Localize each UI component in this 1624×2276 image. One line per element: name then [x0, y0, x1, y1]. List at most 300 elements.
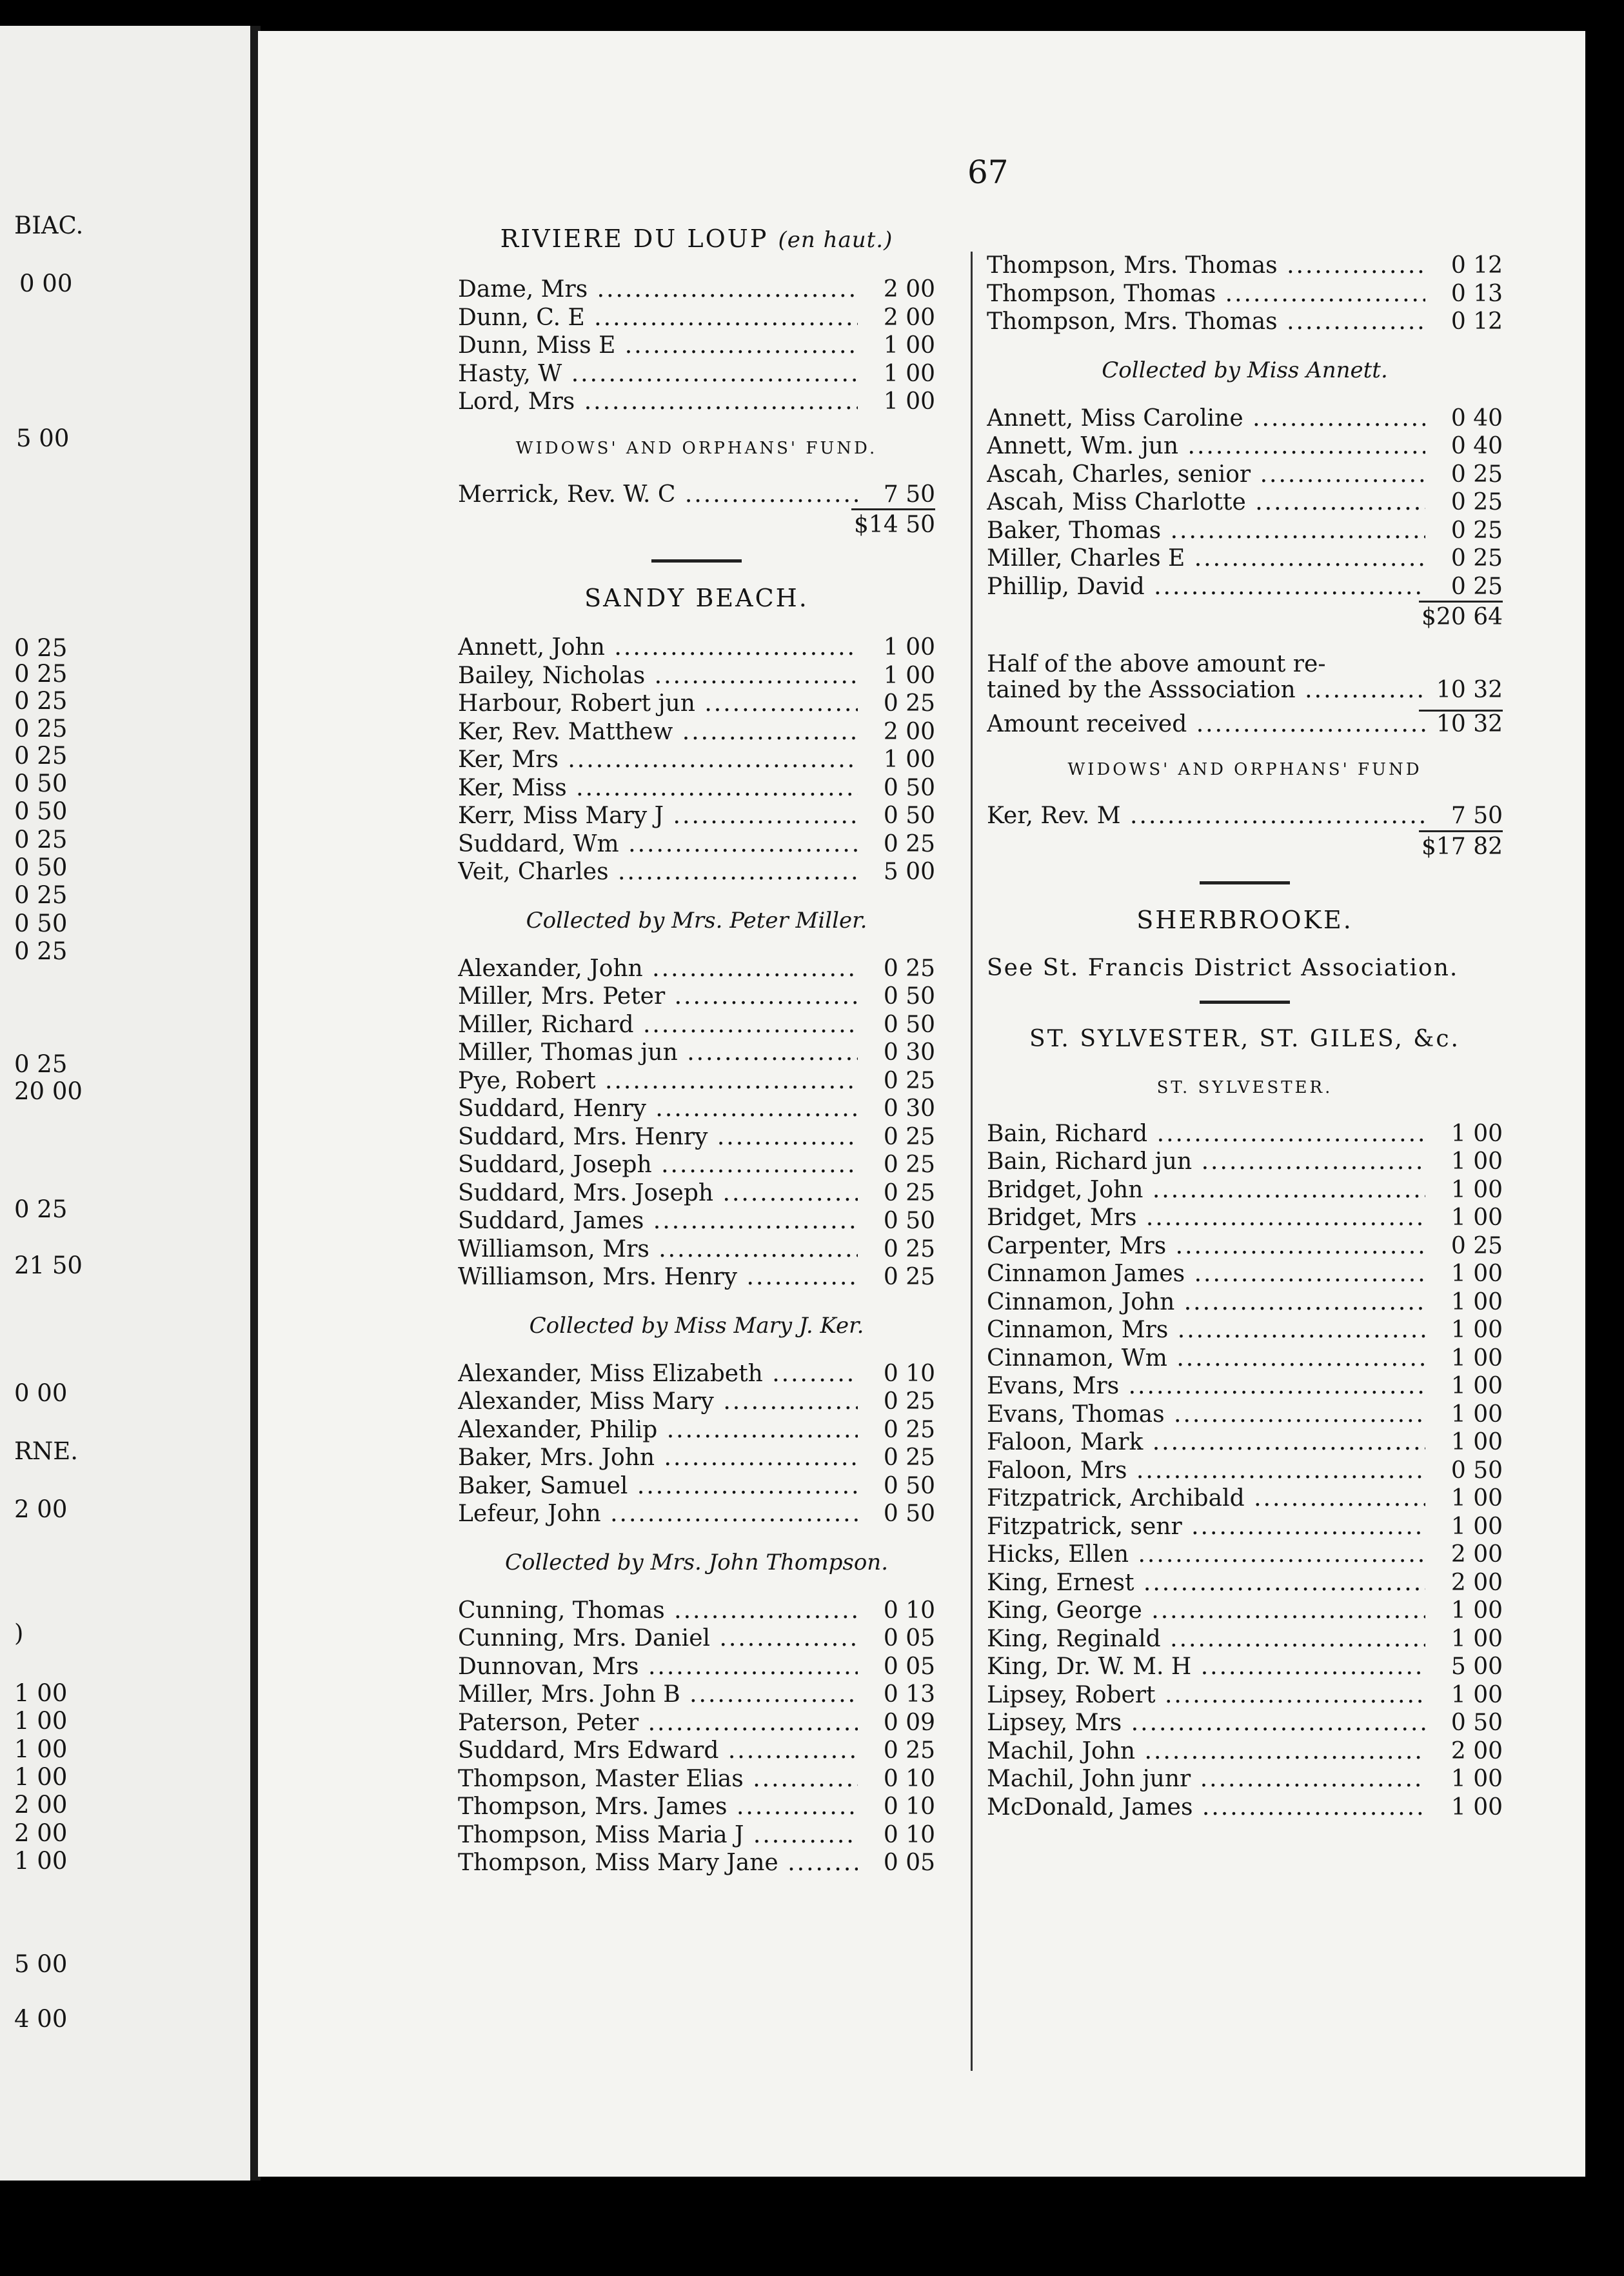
donation-amount: 7 50 — [883, 481, 935, 508]
list-item — [458, 634, 935, 662]
donor-name: Dunn, C. E ..... — [458, 304, 858, 332]
left-page-fragment: 1 00 — [14, 1679, 68, 1707]
left-page-fragment: 21 50 — [14, 1252, 83, 1279]
donation-amount: 0 25 — [883, 690, 935, 717]
donation-amount: 0 12 — [1451, 252, 1503, 279]
donation-amount: 1 00 — [1451, 1176, 1503, 1203]
list-item — [458, 481, 935, 509]
collector-peter-miller: Collected by Mrs. Peter Miller. — [526, 907, 867, 933]
list-item — [987, 517, 1503, 545]
list-item — [458, 1500, 935, 1528]
donation-amount: 0 25 — [883, 1067, 935, 1094]
list-item — [987, 252, 1503, 280]
half-retained-line1: Half of the above amount re- — [987, 651, 1326, 677]
list-item — [987, 1681, 1503, 1710]
donor-name: Suddard, Wm ..... — [458, 830, 858, 859]
donation-amount: 0 25 — [1451, 489, 1503, 515]
donor-name: Bridget, Mrs ..... — [987, 1204, 1425, 1232]
donor-name: Merrick, Rev. W. C ..... — [458, 481, 858, 509]
list-item — [987, 1372, 1503, 1401]
fund-title-annett: WIDOWS' AND ORPHANS' FUND — [1067, 760, 1422, 779]
list-item — [458, 1263, 935, 1292]
fund-title-riviere: WIDOWS' AND ORPHANS' FUND. — [515, 438, 878, 458]
donor-name: Annett, Miss Caroline ..... — [987, 404, 1425, 433]
donation-amount: 0 25 — [883, 955, 935, 982]
donor-name: Suddard, Henry ..... — [458, 1095, 858, 1123]
column-left — [458, 223, 935, 1877]
section-title-riviere: RIVIERE DU LOUP (en haut.) — [500, 225, 893, 253]
donation-amount: 5 00 — [1451, 1653, 1503, 1680]
donation-amount: 1 00 — [1451, 1261, 1503, 1287]
left-page-fragment: 0 25 — [14, 634, 68, 662]
annett-list — [987, 404, 1503, 601]
donor-name: Faloon, Mrs ..... — [987, 1457, 1425, 1485]
donation-amount: 0 10 — [883, 1765, 935, 1792]
donation-amount: 0 25 — [883, 1444, 935, 1471]
donation-amount: 0 25 — [883, 1737, 935, 1764]
donation-amount: 1 00 — [1451, 1625, 1503, 1652]
annett-total: $20 64 — [1421, 604, 1503, 630]
left-page-fragment: 1 00 — [14, 1847, 68, 1875]
donor-name: Bain, Richard ..... — [987, 1120, 1425, 1148]
donation-amount: 5 00 — [883, 859, 935, 885]
donor-name: Hasty, W ..... — [458, 360, 858, 388]
donor-name: Ascah, Charles, senior ..... — [987, 461, 1425, 489]
donation-amount: 1 00 — [1451, 1766, 1503, 1792]
donor-name: Kerr, Miss Mary J ..... — [458, 802, 858, 830]
list-item — [458, 1235, 935, 1264]
donor-name: Alexander, Miss Mary ..... — [458, 1388, 858, 1416]
donor-name: Ker, Miss ..... — [458, 774, 858, 803]
list-item — [458, 1653, 935, 1681]
donor-name: Fitzpatrick, senr ..... — [987, 1513, 1425, 1541]
section-title-sandy: SANDY BEACH. — [584, 584, 809, 612]
donation-amount: 0 25 — [883, 1179, 935, 1206]
donor-name: Machil, John ..... — [987, 1737, 1425, 1766]
left-page-fragment: RNE. — [14, 1437, 79, 1465]
donation-amount: 7 50 — [1451, 803, 1503, 829]
donor-name: Baker, Mrs. John ..... — [458, 1444, 858, 1472]
donation-amount: 0 25 — [1451, 517, 1503, 544]
donation-amount: 1 00 — [1451, 1204, 1503, 1231]
list-item — [458, 746, 935, 774]
left-page-fragment: 0 50 — [14, 910, 68, 937]
list-item — [987, 1428, 1503, 1457]
donation-amount: 1 00 — [1451, 1148, 1503, 1175]
list-item — [458, 1039, 935, 1067]
list-item — [987, 802, 1503, 830]
donor-name: Faloon, Mark ..... — [987, 1428, 1425, 1457]
subsection-st-sylvester: ST. SYLVESTER. — [1156, 1077, 1333, 1097]
donor-name: Cinnamon James ..... — [987, 1260, 1425, 1288]
donation-amount: 0 25 — [883, 1123, 935, 1150]
list-item — [458, 858, 935, 886]
donor-name: Thompson, Mrs. Thomas ..... — [987, 252, 1425, 280]
list-item — [987, 1653, 1503, 1681]
section-title-sherbrooke: SHERBROOKE. — [1136, 905, 1353, 934]
list-item — [987, 1513, 1503, 1541]
donor-name: Cinnamon, Wm ..... — [987, 1344, 1425, 1373]
peter-miller-list — [458, 955, 935, 1292]
left-page-fragment: 0 50 — [14, 797, 68, 825]
donor-name: Alexander, Philip ..... — [458, 1416, 858, 1444]
donor-name: Lipsey, Robert ..... — [987, 1681, 1425, 1710]
list-item — [458, 662, 935, 690]
donation-amount: 0 40 — [1451, 404, 1503, 432]
donation-amount: 1 00 — [883, 634, 935, 661]
donor-name: Pye, Robert ..... — [458, 1067, 858, 1095]
donor-name: Thompson, Mrs. James ..... — [458, 1793, 858, 1821]
donor-name: Evans, Mrs ..... — [987, 1372, 1425, 1401]
list-item — [458, 1765, 935, 1793]
donor-name: McDonald, James ..... — [987, 1793, 1425, 1822]
donation-amount: 0 50 — [1451, 1457, 1503, 1484]
list-item — [458, 1821, 935, 1850]
donor-name: Dame, Mrs ..... — [458, 275, 858, 304]
donor-name: Paterson, Peter ..... — [458, 1709, 858, 1737]
donor-name: Dunnovan, Mrs ..... — [458, 1653, 858, 1681]
left-page-fragment: 2 00 — [14, 1819, 68, 1847]
donation-amount: 2 00 — [883, 718, 935, 745]
donor-name: Williamson, Mrs. Henry ..... — [458, 1263, 858, 1292]
column-right — [987, 252, 1503, 1821]
donation-amount: 0 10 — [883, 1597, 935, 1624]
list-item — [987, 1232, 1503, 1261]
left-page-fragment: 0 25 — [14, 715, 68, 743]
donation-amount: 0 10 — [883, 1821, 935, 1848]
list-item — [987, 1484, 1503, 1513]
left-page-fragment: 0 00 — [14, 1379, 68, 1407]
donor-name: Baker, Thomas ..... — [987, 517, 1425, 545]
donor-name: Cinnamon, Mrs ..... — [987, 1316, 1425, 1344]
list-item — [987, 544, 1503, 573]
list-item — [458, 275, 935, 304]
list-item — [987, 1597, 1503, 1625]
list-item — [987, 1288, 1503, 1317]
list-item — [987, 1793, 1503, 1822]
donation-amount: 1 00 — [1451, 1317, 1503, 1343]
list-item — [458, 388, 935, 416]
donation-amount: 0 30 — [883, 1095, 935, 1122]
donation-amount: 1 00 — [1451, 1513, 1503, 1540]
list-item — [458, 304, 935, 332]
donation-amount: 1 00 — [1451, 1120, 1503, 1147]
list-item — [987, 1765, 1503, 1793]
donation-amount: 0 30 — [883, 1039, 935, 1066]
list-item — [458, 1011, 935, 1039]
donation-amount: 1 00 — [883, 360, 935, 387]
donor-name: Ker, Rev. M ..... — [987, 802, 1425, 830]
list-item — [458, 1416, 935, 1444]
donor-name: Baker, Samuel ..... — [458, 1472, 858, 1501]
donation-amount: 0 05 — [883, 1653, 935, 1680]
left-page-fragment: 2 00 — [14, 1495, 68, 1523]
donation-amount: 1 00 — [1451, 1429, 1503, 1455]
donor-name: Suddard, Mrs. Joseph ..... — [458, 1179, 858, 1208]
list-item — [458, 1388, 935, 1416]
list-item — [458, 718, 935, 746]
donor-name: Lipsey, Mrs ..... — [987, 1709, 1425, 1737]
donor-name: Thompson, Miss Maria J ..... — [458, 1821, 858, 1850]
donor-name: Suddard, James ..... — [458, 1207, 858, 1235]
donation-amount: 1 00 — [883, 746, 935, 773]
left-page-fragment: 4 00 — [14, 2005, 68, 2033]
donation-amount: 2 00 — [1451, 1541, 1503, 1568]
list-item — [987, 1204, 1503, 1232]
list-item — [458, 1179, 935, 1208]
donor-name: Cinnamon, John ..... — [987, 1288, 1425, 1317]
left-page-fragment: 0 50 — [14, 854, 68, 881]
donor-name: Suddard, Mrs Edward ..... — [458, 1737, 858, 1765]
donation-amount: 1 00 — [1451, 1288, 1503, 1315]
donor-name: Dunn, Miss E ..... — [458, 332, 858, 360]
page-number: 67 — [967, 154, 1009, 191]
donor-name: Thompson, Mrs. Thomas ..... — [987, 308, 1425, 336]
donor-name: Ker, Mrs ..... — [458, 746, 858, 774]
donation-amount: 0 12 — [1451, 308, 1503, 335]
list-item — [458, 774, 935, 803]
donation-amount: 0 50 — [883, 1011, 935, 1038]
list-item — [458, 1472, 935, 1501]
donor-name: Suddard, Mrs. Henry ..... — [458, 1123, 858, 1152]
list-item — [987, 1709, 1503, 1737]
riviere-list — [458, 275, 935, 416]
list-item — [458, 955, 935, 983]
donation-amount: 1 00 — [883, 662, 935, 689]
donor-name: King, Dr. W. M. H ..... — [987, 1653, 1425, 1681]
list-item — [987, 1344, 1503, 1373]
donation-amount: 0 25 — [1451, 545, 1503, 572]
donation-amount: 2 00 — [883, 276, 935, 303]
list-item — [987, 404, 1503, 433]
donation-amount: 0 05 — [883, 1625, 935, 1652]
donation-amount: 0 05 — [883, 1850, 935, 1876]
donation-amount: 0 10 — [883, 1360, 935, 1387]
list-item — [458, 1360, 935, 1388]
list-item — [458, 1624, 935, 1653]
donor-name: King, Ernest ..... — [987, 1569, 1425, 1597]
donor-name: Alexander, John ..... — [458, 955, 858, 983]
amount-received: Amount received ..... 10 32 — [987, 712, 1503, 737]
left-page-fragment: 0 00 — [19, 270, 73, 297]
list-item — [987, 1737, 1503, 1766]
donor-name: Carpenter, Mrs ..... — [987, 1232, 1425, 1261]
list-item — [458, 332, 935, 360]
donor-name: Ker, Rev. Matthew ..... — [458, 718, 858, 746]
list-item — [987, 461, 1503, 489]
donation-amount: 0 25 — [883, 1264, 935, 1290]
column-divider — [971, 252, 973, 2071]
donation-amount: 1 00 — [1451, 1597, 1503, 1624]
list-item — [987, 1541, 1503, 1569]
donor-name: Williamson, Mrs ..... — [458, 1235, 858, 1264]
donation-amount: 2 00 — [1451, 1737, 1503, 1764]
donor-name: Machil, John junr ..... — [987, 1765, 1425, 1793]
left-page-fragment: 0 25 — [14, 660, 68, 688]
donation-amount: 0 50 — [1451, 1710, 1503, 1736]
list-item — [987, 573, 1503, 601]
donation-amount: 1 00 — [883, 332, 935, 359]
donor-name: Fitzpatrick, Archibald ..... — [987, 1484, 1425, 1513]
list-item — [987, 1260, 1503, 1288]
donor-name: Lefeur, John ..... — [458, 1500, 858, 1528]
donation-amount: 0 50 — [883, 983, 935, 1010]
riviere-total: $14 50 — [854, 512, 935, 538]
list-item — [987, 488, 1503, 517]
sandy-list — [458, 634, 935, 886]
list-item — [987, 1316, 1503, 1344]
donation-amount: 1 00 — [1451, 1373, 1503, 1399]
donation-amount: 1 00 — [1451, 1681, 1503, 1708]
donation-amount: 0 50 — [883, 803, 935, 829]
donation-amount: 1 00 — [1451, 1485, 1503, 1512]
left-page-fragment: 1 00 — [14, 1763, 68, 1791]
donation-amount: 1 00 — [1451, 1401, 1503, 1428]
donation-amount: 1 00 — [1451, 1344, 1503, 1372]
donation-amount: 0 25 — [1451, 1232, 1503, 1259]
list-item — [458, 1151, 935, 1179]
donor-name: Miller, Mrs. Peter ..... — [458, 983, 858, 1011]
list-item — [458, 1737, 935, 1765]
donation-amount: 1 00 — [883, 388, 935, 415]
donor-name: Suddard, Joseph ..... — [458, 1151, 858, 1179]
list-item — [458, 1709, 935, 1737]
list-item — [458, 1207, 935, 1235]
list-item — [458, 1444, 935, 1472]
collector-annett: Collected by Miss Annett. — [1102, 357, 1388, 383]
donation-amount: 0 50 — [883, 774, 935, 801]
donation-amount: 0 50 — [883, 1472, 935, 1499]
left-page-fragment: 2 00 — [14, 1791, 68, 1819]
half-retained-line2: tained by the Asssociation ..... 10 32 — [987, 677, 1503, 703]
list-item — [458, 1597, 935, 1625]
left-page-fragment: 5 00 — [14, 1950, 68, 1978]
left-page-fragment: 0 25 — [14, 937, 68, 965]
donation-amount: 0 50 — [883, 1208, 935, 1234]
donor-name: Bridget, John ..... — [987, 1176, 1425, 1204]
sherbrooke-note: See St. Francis District Association. — [987, 954, 1459, 981]
list-item — [458, 1793, 935, 1821]
list-item — [458, 1123, 935, 1152]
donor-name: Cunning, Thomas ..... — [458, 1597, 858, 1625]
donation-amount: 0 25 — [1451, 461, 1503, 488]
donation-amount: 0 25 — [883, 1388, 935, 1415]
left-page-fragment: 5 00 — [16, 424, 70, 452]
list-item — [458, 1849, 935, 1877]
donation-amount: 0 25 — [883, 830, 935, 857]
collector-mary-ker: Collected by Miss Mary J. Ker. — [529, 1312, 864, 1339]
donor-name: Evans, Thomas ..... — [987, 1401, 1425, 1429]
donor-name: Thompson, Miss Mary Jane ..... — [458, 1849, 858, 1877]
list-item — [987, 1457, 1503, 1485]
thompson-continued-list — [987, 252, 1503, 336]
john-thompson-list — [458, 1597, 935, 1877]
donation-amount: 0 13 — [1451, 280, 1503, 307]
donor-name: Bain, Richard jun ..... — [987, 1148, 1425, 1176]
donation-amount: 0 25 — [1451, 573, 1503, 600]
list-item — [987, 1625, 1503, 1653]
riviere-fund-list — [458, 481, 935, 509]
donation-amount: 1 00 — [1451, 1793, 1503, 1821]
donation-amount: 0 10 — [883, 1793, 935, 1820]
donation-amount: 2 00 — [883, 304, 935, 331]
left-page-fragment: 0 25 — [14, 1195, 68, 1223]
donor-name: King, George ..... — [987, 1597, 1425, 1625]
left-page — [0, 26, 253, 2181]
donation-amount: 0 09 — [883, 1709, 935, 1736]
list-item — [987, 1176, 1503, 1204]
donation-amount: 0 13 — [883, 1681, 935, 1708]
donor-name: Hicks, Ellen ..... — [987, 1541, 1425, 1569]
collector-john-thompson: Collected by Mrs. John Thompson. — [504, 1549, 889, 1575]
donor-name: Annett, Wm. jun ..... — [987, 432, 1425, 461]
left-page-fragment: 0 25 — [14, 742, 68, 770]
donation-amount: 0 25 — [883, 1416, 935, 1443]
left-page-fragment: 1 00 — [14, 1707, 68, 1735]
donor-name: Lord, Mrs ..... — [458, 388, 858, 416]
left-page-fragment: 0 25 — [14, 881, 68, 909]
donor-name: Miller, Charles E ..... — [987, 544, 1425, 573]
left-page-fragment: 0 25 — [14, 687, 68, 715]
list-item — [987, 1569, 1503, 1597]
left-page-fragment: 1 00 — [14, 1735, 68, 1763]
list-item — [987, 308, 1503, 336]
donor-name: Cunning, Mrs. Daniel ..... — [458, 1624, 858, 1653]
donation-amount: 2 00 — [1451, 1569, 1503, 1596]
fund-total: $17 82 — [1421, 833, 1503, 860]
donation-amount: 0 25 — [883, 1235, 935, 1263]
donor-name: Veit, Charles ..... — [458, 858, 858, 886]
donor-name: Thompson, Master Elias ..... — [458, 1765, 858, 1793]
donor-name: Bailey, Nicholas ..... — [458, 662, 858, 690]
list-item — [987, 1120, 1503, 1148]
mary-ker-list — [458, 1360, 935, 1528]
donation-amount: 0 25 — [883, 1152, 935, 1178]
list-item — [458, 690, 935, 718]
left-page-fragment: 20 00 — [14, 1077, 83, 1105]
list-item — [987, 1148, 1503, 1176]
sylvester-list — [987, 1120, 1503, 1822]
left-page-fragment: 0 25 — [14, 1050, 68, 1078]
donor-name: Miller, Mrs. John B ..... — [458, 1681, 858, 1709]
donation-amount: 0 50 — [883, 1501, 935, 1527]
list-item — [987, 1401, 1503, 1429]
donor-name: King, Reginald ..... — [987, 1625, 1425, 1653]
list-item — [458, 802, 935, 830]
donor-name: Alexander, Miss Elizabeth ..... — [458, 1360, 858, 1388]
left-page-fragment: BIAC. — [14, 212, 84, 239]
list-item — [458, 830, 935, 859]
donor-name: Miller, Richard ..... — [458, 1011, 858, 1039]
list-item — [987, 432, 1503, 461]
annett-fund-list — [987, 802, 1503, 830]
donation-amount: 0 40 — [1451, 433, 1503, 459]
list-item — [987, 280, 1503, 308]
list-item — [458, 1095, 935, 1123]
left-page-fragment: ) — [14, 1619, 24, 1647]
donor-name: Ascah, Miss Charlotte ..... — [987, 488, 1425, 517]
list-item — [458, 360, 935, 388]
list-item — [458, 1681, 935, 1709]
donor-name: Harbour, Robert jun ..... — [458, 690, 858, 718]
donor-name: Phillip, David ..... — [987, 573, 1425, 601]
donor-name: Miller, Thomas jun ..... — [458, 1039, 858, 1067]
donor-name: Annett, John ..... — [458, 634, 858, 662]
list-item — [458, 983, 935, 1011]
list-item — [458, 1067, 935, 1095]
donor-name: Thompson, Thomas ..... — [987, 280, 1425, 308]
left-page-fragment: 0 25 — [14, 826, 68, 854]
